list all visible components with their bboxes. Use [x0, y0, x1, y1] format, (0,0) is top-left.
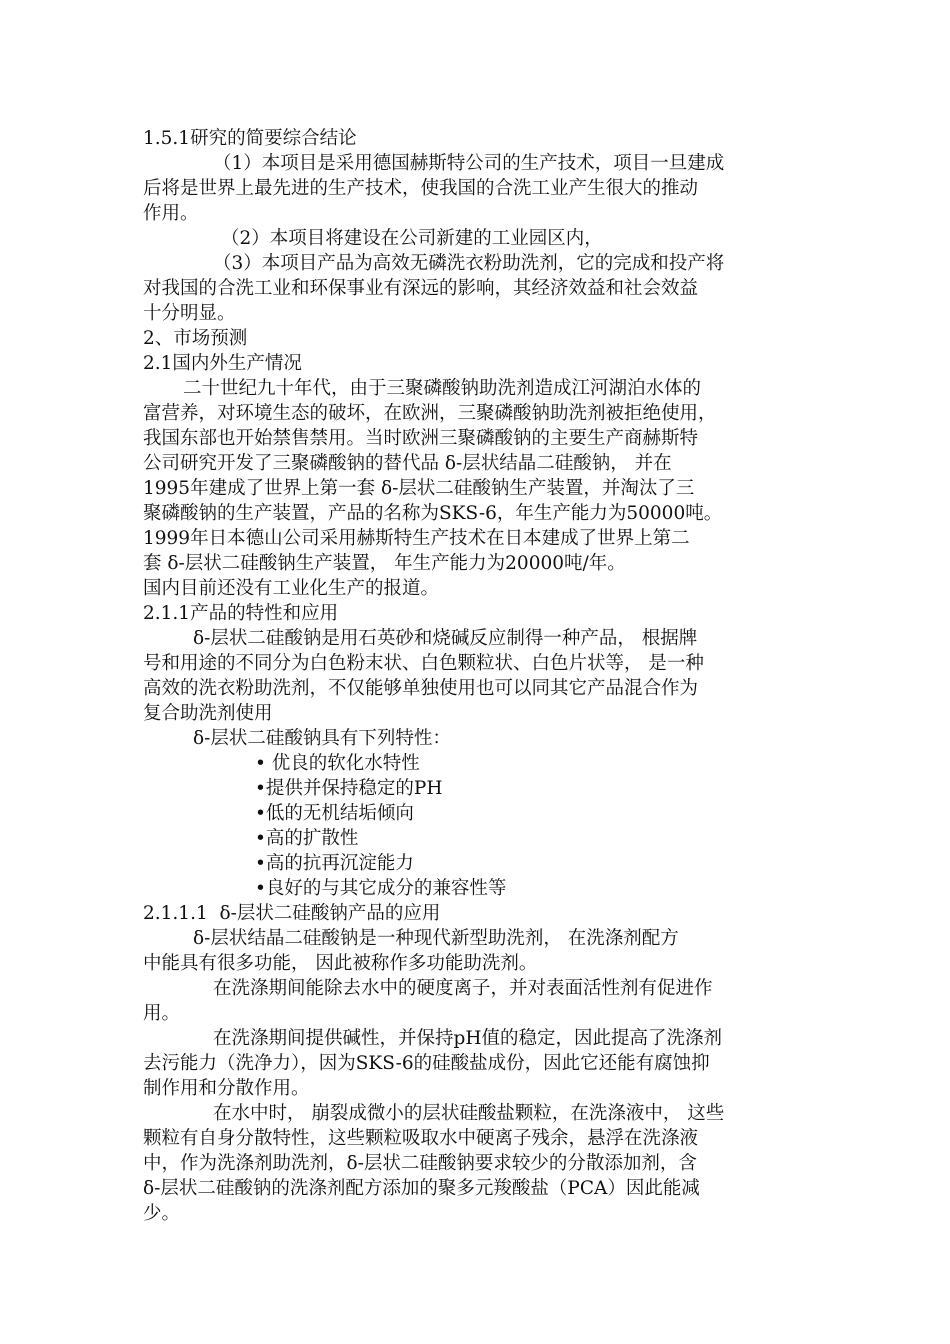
paragraph-line: 在洗涤期间提供碱性，并保持pH值的稳定，因此提高了洗涤剂: [213, 1028, 722, 1049]
paragraph-line: 公司研究开发了三聚磷酸钠的替代品 δ-层状结晶二硅酸钠， 并在: [143, 453, 672, 474]
bullet-item: •提供并保持稳定的PH: [255, 778, 443, 799]
paragraph-line: 制作用和分散作用。: [143, 1078, 310, 1099]
paragraph-line: 我国东部也开始禁售禁用。当时欧洲三聚磷酸钠的主要生产商赫斯特: [143, 428, 699, 449]
paragraph-line: 颗粒有自身分散特性，这些颗粒吸取水中硬离子残余，悬浮在洗涤液: [143, 1128, 699, 1149]
section-heading-2-1-1: 2.1.1产品的特性和应用: [143, 603, 339, 624]
bullet-item: •低的无机结垢倾向: [255, 803, 414, 824]
paragraph-line: δ-层状结晶二硅酸钠是一种现代新型助洗剂， 在洗涤剂配方: [193, 928, 679, 949]
bullet-item: •良好的与其它成分的兼容性等: [255, 878, 507, 899]
paragraph-line: 复合助洗剂使用: [143, 703, 273, 724]
paragraph-line: δ-层状二硅酸钠的洗涤剂配方添加的聚多元羧酸盐（PCA）因此能减: [143, 1178, 700, 1199]
document-page: [143, 126, 809, 1226]
paragraph-line: （1）本项目是采用德国赫斯特公司的生产技术，项目一旦建成: [213, 153, 725, 174]
section-heading-2-1: 2.1国内外生产情况: [143, 353, 302, 374]
paragraph-line: 中，作为洗涤剂助洗剂，δ-层状二硅酸钠要求较少的分散添加剂，含: [143, 1153, 697, 1174]
paragraph-line: 少。: [143, 1203, 181, 1224]
paragraph-line: 号和用途的不同分为白色粉末状、白色颗粒状、白色片状等， 是一种: [143, 653, 704, 674]
paragraph-line: 作用。: [143, 203, 199, 224]
paragraph-line: 对我国的合洗工业和环保事业有深远的影响，其经济效益和社会效益: [143, 278, 699, 299]
bullet-item: •高的抗再沉淀能力: [255, 853, 414, 874]
bullet-item: • 优良的软化水特性: [255, 753, 420, 774]
paragraph-line: 后将是世界上最先进的生产技术，使我国的合洗工业产生很大的推动: [143, 178, 699, 199]
paragraph-line: （2）本项目将建设在公司新建的工业园区内，: [221, 228, 603, 249]
paragraph-line: 国内目前还没有工业化生产的报道。: [143, 578, 440, 599]
paragraph-line: δ-层状二硅酸钠具有下列特性：: [193, 728, 451, 749]
paragraph-line: 在水中时， 崩裂成微小的层状硅酸盐颗粒，在洗涤液中， 这些: [213, 1103, 725, 1124]
bullet-item: •高的扩散性: [255, 828, 359, 849]
paragraph-line: 富营养，对环境生态的破坏，在欧洲，三聚磷酸钠助洗剂被拒绝使用，: [143, 403, 717, 424]
paragraph-line: δ-层状二硅酸钠是用石英砂和烧碱反应制得一种产品， 根据牌: [193, 628, 698, 649]
paragraph-line: 二十世纪九十年代，由于三聚磷酸钠助洗剂造成江河湖泊水体的: [183, 378, 702, 399]
paragraph-line: （3）本项目产品为高效无磷洗衣粉助洗剂，它的完成和投产将: [213, 253, 725, 274]
section-heading-2: 2、市场预测: [143, 328, 248, 349]
paragraph-line: 中能具有很多功能， 因此被称作多功能助洗剂。: [143, 953, 538, 974]
paragraph-line: 去污能力（洗净力），因为SKS-6的硅酸盐成份，因此它还能有腐蚀抑: [143, 1053, 710, 1074]
paragraph-line: 十分明显。: [143, 303, 236, 324]
paragraph-line: 在洗涤期间能除去水中的硬度离子，并对表面活性剂有促进作: [213, 978, 713, 999]
section-heading-1-5-1: 1.5.1研究的简要综合结论: [143, 128, 357, 149]
paragraph-line: 套 δ-层状二硅酸钠生产装置， 年生产能力为20000吨/年。: [143, 553, 626, 574]
paragraph-line: 高效的洗衣粉助洗剂，不仅能够单独使用也可以同其它产品混合作为: [143, 678, 699, 699]
section-heading-2-1-1-1: 2.1.1.1 δ-层状二硅酸钠产品的应用: [143, 903, 441, 924]
paragraph-line: 1999年日本德山公司采用赫斯特生产技术在日本建成了世界上第二: [143, 528, 690, 549]
paragraph-line: 聚磷酸钠的生产装置，产品的名称为SKS-6，年生产能力为50000吨。: [143, 503, 723, 524]
paragraph-line: 1995年建成了世界上第一套 δ-层状二硅酸钠生产装置，并淘汰了三: [143, 478, 695, 499]
paragraph-line: 用。: [143, 1003, 181, 1024]
